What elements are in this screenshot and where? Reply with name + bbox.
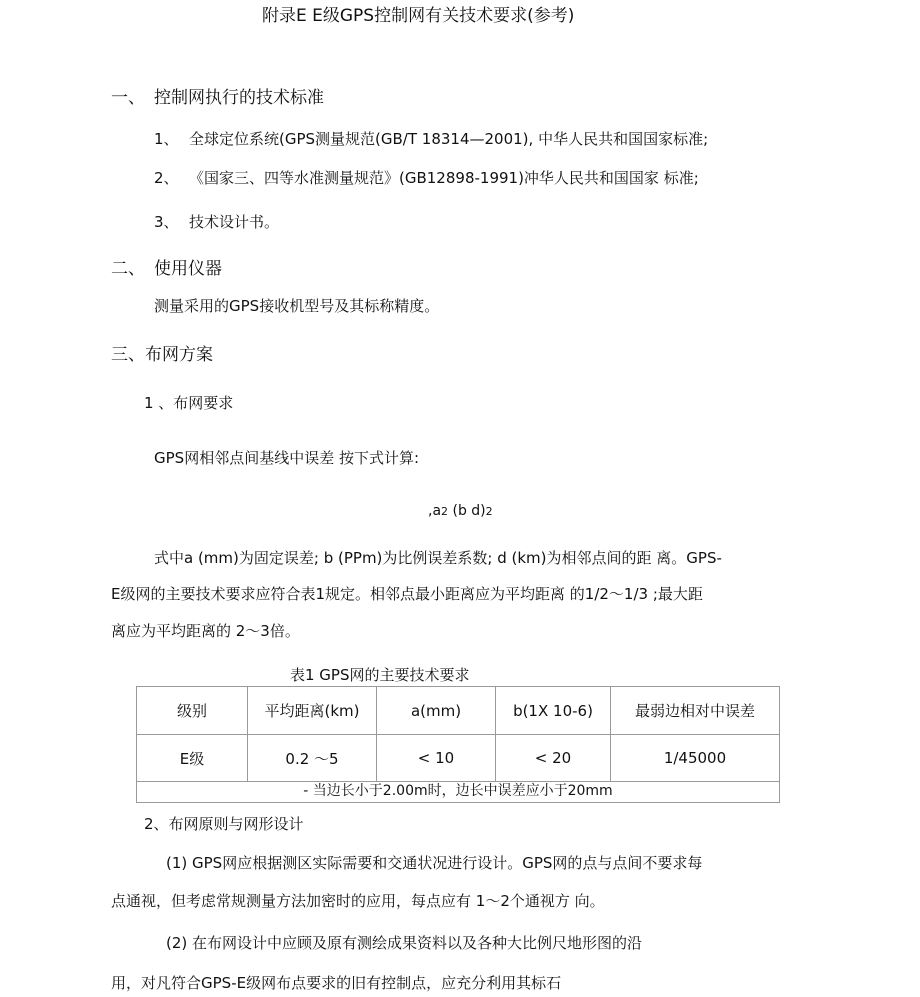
instrument-text: 测量采用的GPS接收机型号及其标称精度。 [154,297,440,315]
table-note-row [137,782,780,803]
cell-average-distance: 0.2 ～5 [248,735,377,782]
section-3-title: 三、布网方案 [111,345,213,365]
formula-explanation-line-3: 离应为平均距离的 2～3倍。 [111,622,300,640]
formula-explanation-line-2: E级网的主要技术要求应符合表1规定。相邻点最小距离应为平均距离 的1/2～1/3 ;最大距 [111,585,703,603]
standard-item-3-text: 技术设计书。 [189,213,280,231]
section-2-number: 二、 [111,259,145,279]
header-average-distance: 平均距离(km) [248,687,377,735]
cell-b-coefficient: < 20 [496,735,611,782]
error-formula [428,501,493,522]
table-note: - 当边长小于2.00m时，边长中误差应小于20mm [303,783,613,799]
header-grade: 级别 [137,687,248,735]
formula-explanation-line-1: 式中a (mm)为固定误差; b (PPm)为比例误差系数; d (km)为相邻点间的距 离。GPS- [154,549,722,567]
table-note-cell [137,782,780,803]
subsection-1-title: 1 、布网要求 [144,394,234,412]
section-2-title: 使用仪器 [154,259,222,279]
standard-item-1-number: 1、 [154,130,179,148]
principle-2-line-2: 用，对凡符合GPS-E级网布点要求的旧有控制点，应充分利用其标石 [111,974,562,992]
principle-1-line-2: 点通视，但考虑常规测量方法加密时的应用，每点应有 1～2个通视方 向。 [111,892,605,910]
cell-a-mm: < 10 [377,735,496,782]
document-title: 附录E E级GPS控制网有关技术要求(参考) [262,6,575,26]
table-row [137,735,780,782]
section-1-number: 一、 [111,88,145,108]
baseline-error-intro: GPS网相邻点间基线中误差 按下式计算: [154,449,420,467]
principle-2-line-1: (2) 在布网设计中应顾及原有测绘成果资料以及各种大比例尺地形图的沿 [166,934,643,952]
header-weakest-side-error: 最弱边相对中误差 [611,687,780,735]
technical-requirements-table [136,686,780,803]
standard-item-1-text: 全球定位系统(GPS测量规范(GB/T 18314—2001), 中华人民共和国国家标准; [189,130,709,148]
standard-item-2-text: 《国家三、四等水准测量规范》(GB12898-1991)冲华人民共和国国家 标准; [189,169,699,187]
formula-a: ,a [428,503,442,519]
subsection-2-title: 2、布网原则与网形设计 [144,815,304,833]
section-1-title: 控制网执行的技术标准 [154,88,324,108]
principle-1-line-1: (1) GPS网应根据测区实际需要和交通状况进行设计。GPS网的点与点间不要求每 [166,854,703,872]
table-header-row [137,687,780,735]
header-b-coefficient: b(1X 10-6) [496,687,611,735]
cell-grade: E级 [137,735,248,782]
table-caption: 表1 GPS网的主要技术要求 [290,666,470,684]
standard-item-3-number: 3、 [154,213,179,231]
formula-superscript-2: 2 [485,505,493,518]
formula-b-d: (b d) [448,503,486,519]
standard-item-2-number: 2、 [154,169,179,187]
formula-superscript-1: 2 [441,505,449,518]
header-a-mm: a(mm) [377,687,496,735]
cell-weakest-side-error: 1/45000 [611,735,780,782]
